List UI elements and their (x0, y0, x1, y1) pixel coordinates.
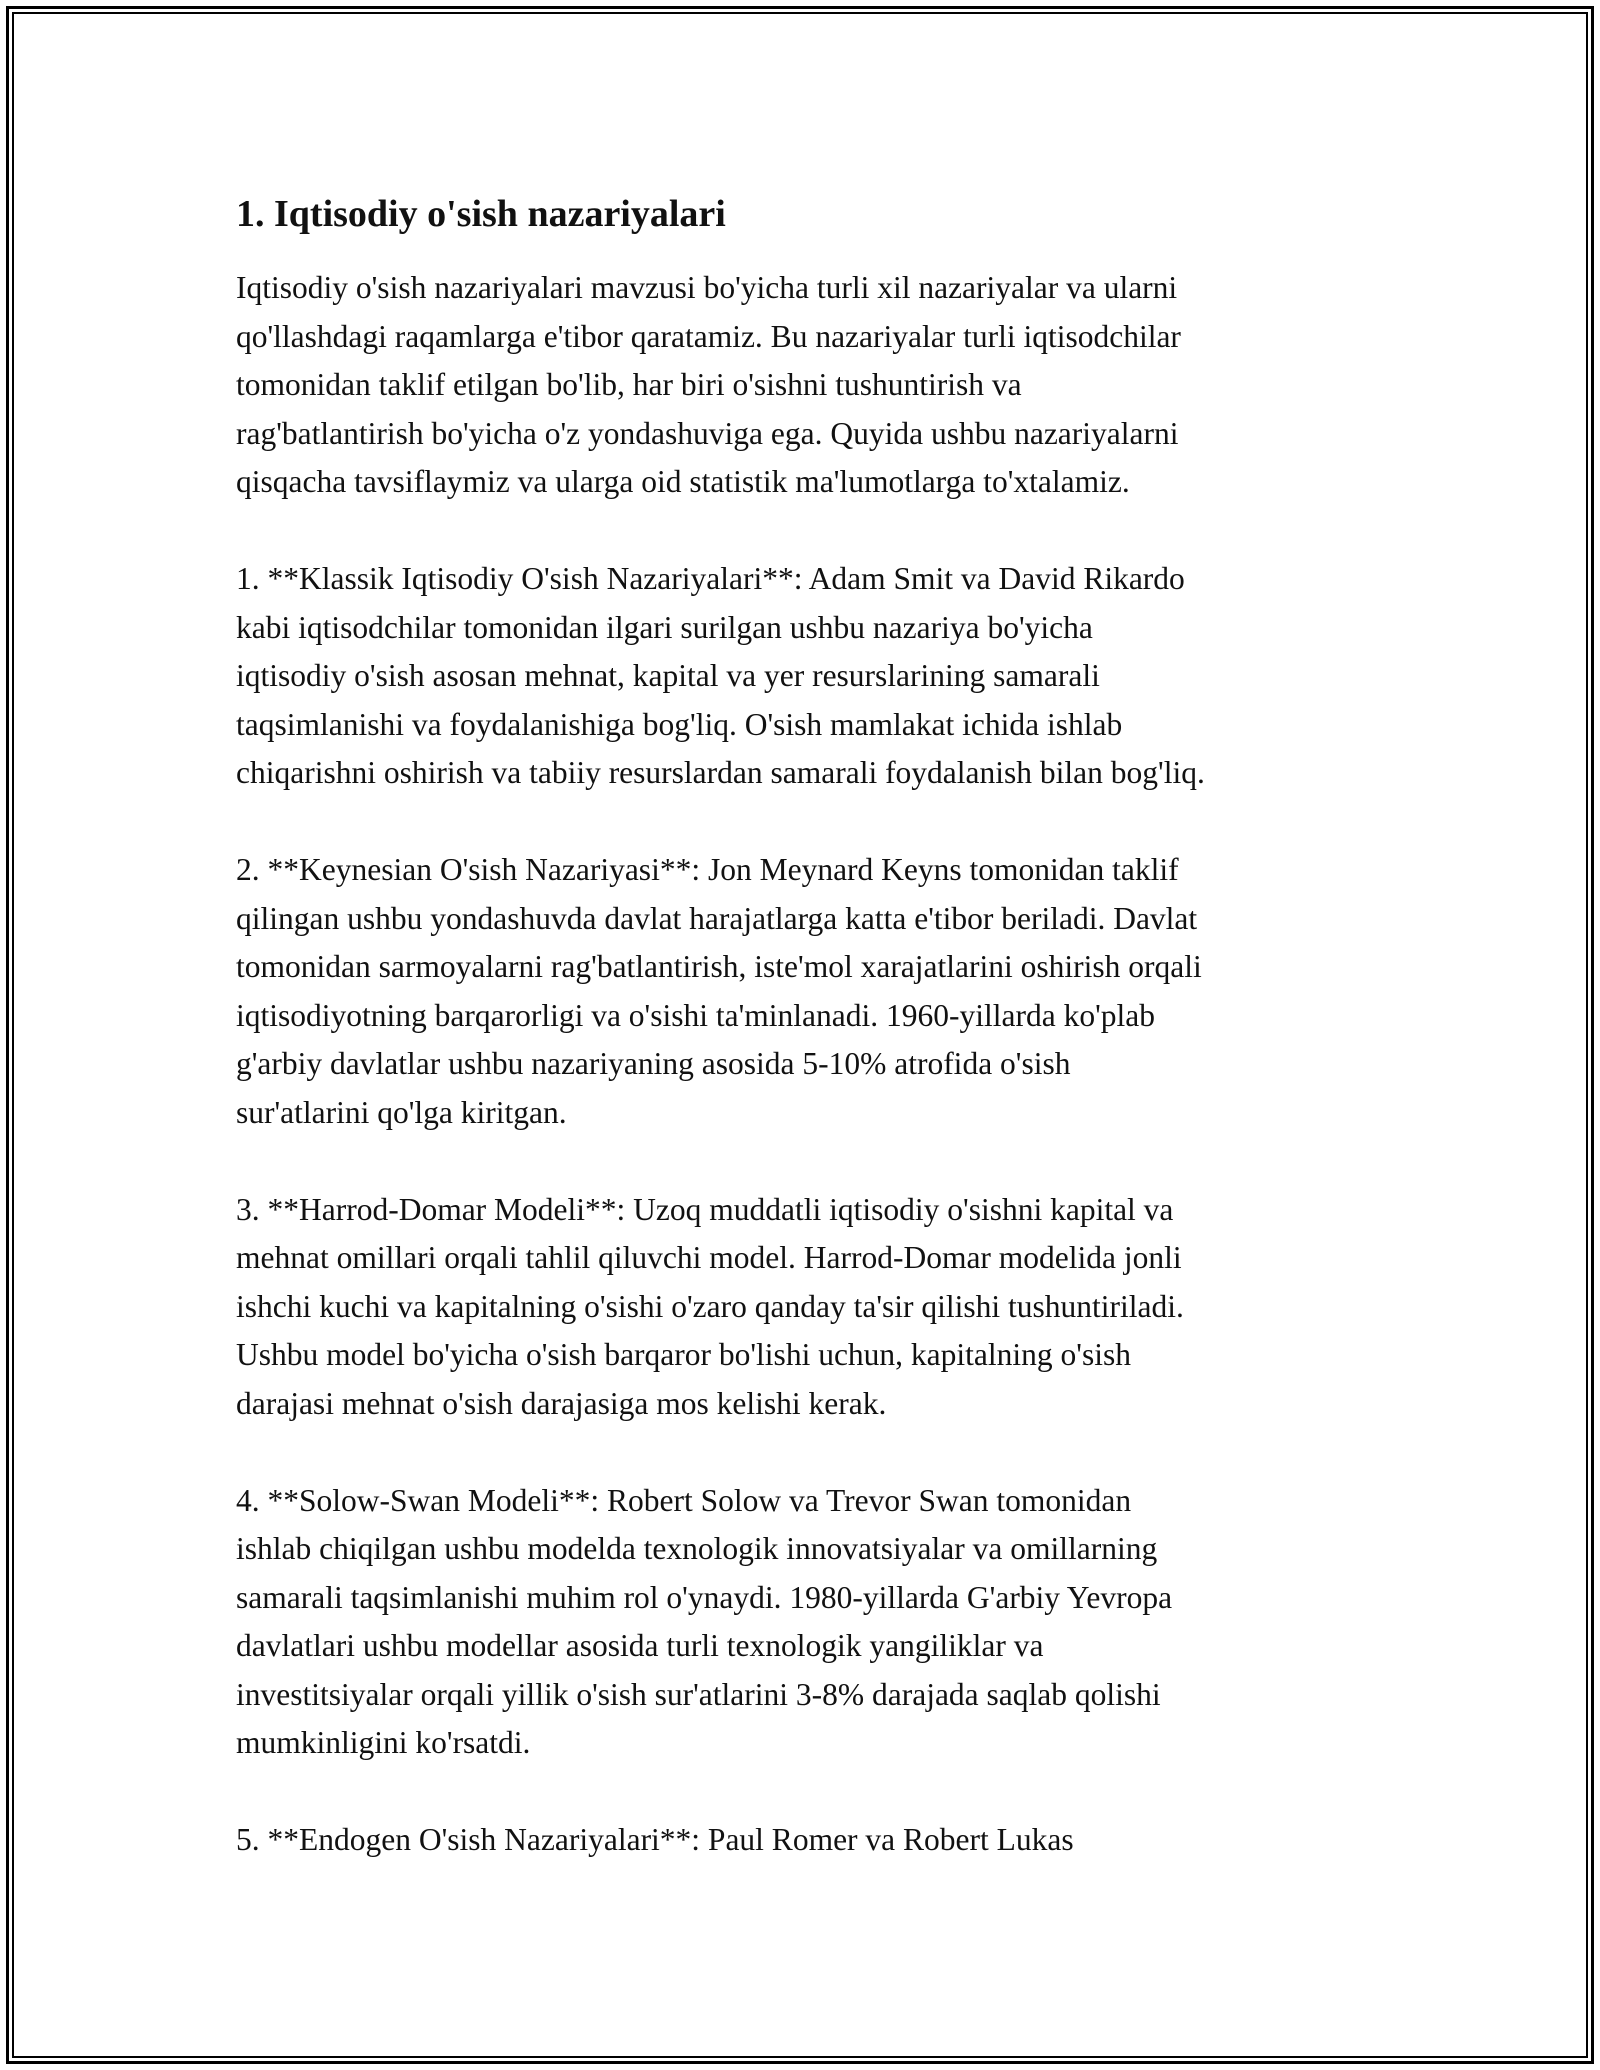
classical-theory-paragraph (236, 555, 1376, 798)
text-line: qilingan ushbu yondashuvda davlat harajatlarga katta e'tibor beriladi. Davlat (236, 900, 1198, 936)
harrod-domar-paragraph (236, 1186, 1376, 1429)
text-line: davlatlari ushbu modellar asosida turli texnologik yangiliklar va (236, 1628, 1044, 1663)
text-line: taqsimlanishi va foydalanishiga bog'liq. O'sish mamlakat ichida ishlab (236, 706, 1123, 742)
text-line: 4. **Solow-Swan Modeli**: Robert Solow va Trevor Swan tomonidan (236, 1482, 1132, 1518)
text-line: mehnat omillari orqali tahlil qiluvchi model. Harrod-Domar modelida jonli (236, 1240, 1182, 1275)
text-line: rag'batlantirish bo'yicha o'z yondashuviga ega. Quyida ushbu nazariyalarni (236, 415, 1179, 451)
text-line: kabi iqtisodchilar tomonidan ilgari surilgan ushbu nazariya bo'yicha (236, 609, 1093, 645)
solow-swan-paragraph (236, 1477, 1376, 1768)
text-line: Ushbu model bo'yicha o'sish barqaror bo'lishi uchun, kapitalning o'sish (236, 1337, 1131, 1372)
document-body (236, 190, 1376, 1913)
text-line: investitsiyalar orqali yillik o'sish sur'atlarini 3-8% darajada saqlab qolishi (236, 1676, 1161, 1712)
text-line: tomonidan taklif etilgan bo'lib, har biri o'sishni tushuntirish va (236, 367, 1022, 402)
text-line: qo'llashdagi raqamlarga e'tibor qaratamiz. Bu nazariyalar turli iqtisodchilar (236, 318, 1181, 354)
text-line: iqtisodiyotning barqarorligi va o'sishi ta'minlanadi. 1960-yillarda ko'plab (236, 997, 1155, 1033)
text-line: ishchi kuchi va kapitalning o'sishi o'zaro qanday ta'sir qilishi tushuntiriladi. (236, 1288, 1184, 1324)
paragraph-list (236, 264, 1376, 1865)
text-line: 1. **Klassik Iqtisodiy O'sish Nazariyalari**: Adam Smit va David Rikardo (236, 561, 1185, 596)
text-line: g'arbiy davlatlar ushbu nazariyaning asosida 5-10% atrofida o'sish (236, 1046, 1071, 1081)
text-line: sur'atlarini qo'lga kiritgan. (236, 1094, 567, 1130)
text-line: 3. **Harrod-Domar Modeli**: Uzoq muddatli iqtisodiy o'sishni kapital va (236, 1191, 1174, 1227)
text-line: ishlab chiqilgan ushbu modelda texnologik innovatsiyalar va omillarning (236, 1531, 1158, 1566)
text-line: 5. **Endogen O'sish Nazariyalari**: Paul Romer va Robert Lukas (236, 1822, 1074, 1857)
text-line: tomonidan sarmoyalarni rag'batlantirish, iste'mol xarajatlarini oshirish orqali (236, 949, 1202, 984)
keynesian-theory-paragraph (236, 846, 1376, 1137)
text-line: Iqtisodiy o'sish nazariyalari mavzusi bo'yicha turli xil nazariyalar va ularni (236, 270, 1178, 305)
text-line: iqtisodiy o'sish asosan mehnat, kapital va yer resurslarining samarali (236, 658, 1100, 693)
text-line: chiqarishni oshirish va tabiiy resurslardan samarali foydalanish bilan bog'liq. (236, 755, 1205, 790)
text-line: darajasi mehnat o'sish darajasiga mos kelishi kerak. (236, 1385, 887, 1421)
text-line: qisqacha tavsiflaymiz va ularga oid statistik ma'lumotlarga to'xtalamiz. (236, 464, 1130, 499)
document-title: 1. Iqtisodiy o'sish nazariyalari (236, 193, 726, 235)
text-line: samarali taqsimlanishi muhim rol o'ynaydi. 1980-yillarda G'arbiy Yevropa (236, 1579, 1173, 1615)
intro-paragraph (236, 264, 1376, 507)
text-line: mumkinligini ko'rsatdi. (236, 1725, 531, 1760)
text-line: 2. **Keynesian O'sish Nazariyasi**: Jon Meynard Keyns tomonidan taklif (236, 852, 1179, 887)
endogenous-theory-paragraph (236, 1816, 1376, 1865)
